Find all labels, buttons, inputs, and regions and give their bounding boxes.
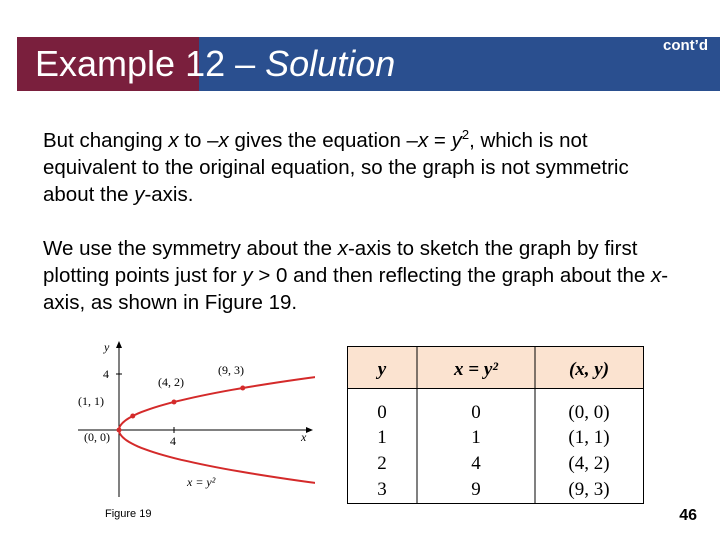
text: > 0 and then reflecting the graph about the — [252, 264, 652, 287]
paragraph-1 — [43, 121, 683, 208]
title-bar — [17, 37, 720, 91]
y-axis-label: y — [104, 340, 110, 354]
text: But changing — [43, 128, 169, 152]
text: , which is not equivalent to the original equation, so the graph is not symmetric about the — [43, 128, 629, 206]
slide-title — [35, 43, 395, 85]
table-cell: (1, 1) — [568, 427, 610, 448]
table-cell: (4, 2) — [568, 453, 610, 474]
table-cell: 0 — [377, 402, 387, 423]
table-cell: 9 — [471, 479, 481, 500]
page-number: 46 — [679, 507, 697, 524]
curve-equation-label: x = y² — [187, 475, 216, 489]
table-cell: 0 — [471, 402, 481, 423]
x-tick-label: 4 — [170, 434, 176, 448]
figure-19-graph — [75, 338, 315, 508]
table-cell: 4 — [471, 453, 481, 474]
var: x — [168, 128, 179, 152]
var: x — [218, 128, 229, 152]
text: = — [428, 128, 452, 152]
point-label-4-2: (4, 2) — [158, 375, 184, 389]
table-cell: (0, 0) — [568, 402, 610, 423]
continued-label: cont’d — [663, 37, 708, 54]
text: to – — [178, 128, 219, 152]
text: We use the symmetry about the — [43, 237, 338, 260]
table-cell: 2 — [377, 453, 387, 474]
text: gives the equation – — [228, 128, 418, 152]
title-main: Example 12 – — [35, 43, 266, 84]
superscript: 2 — [461, 127, 470, 142]
var: x — [651, 264, 662, 287]
text: -axis, as shown in Figure 19. — [43, 264, 669, 314]
paragraph-2 — [43, 235, 683, 316]
plotted-point — [172, 400, 177, 405]
point-label-9-3: (9, 3) — [218, 363, 244, 377]
header-pair: (x, y) — [568, 359, 610, 380]
var: x — [417, 128, 429, 152]
var: y — [134, 182, 145, 206]
values-table — [347, 346, 644, 504]
table-cell: 1 — [471, 427, 481, 448]
var: y — [451, 128, 462, 152]
var: y — [242, 264, 253, 287]
header-y: y — [377, 359, 387, 380]
header-x-eq: x = y² — [454, 359, 498, 380]
text: -axis. — [144, 182, 194, 206]
text: -axis to sketch the graph by first plotting points just for — [43, 237, 638, 287]
table-cell: 1 — [377, 427, 387, 448]
x-axis-label: x — [301, 430, 307, 444]
plotted-point — [117, 428, 122, 433]
var: x — [337, 237, 348, 260]
point-label-0-0: (0, 0) — [84, 430, 110, 444]
point-label-1-1: (1, 1) — [78, 394, 104, 408]
table-cell: (9, 3) — [568, 479, 610, 500]
plotted-point — [130, 414, 135, 419]
title-italic: Solution — [265, 43, 396, 84]
table-cell: 3 — [377, 479, 387, 500]
y-tick-label: 4 — [103, 367, 109, 381]
figure-caption: Figure 19 — [105, 508, 152, 520]
plotted-point — [240, 386, 245, 391]
